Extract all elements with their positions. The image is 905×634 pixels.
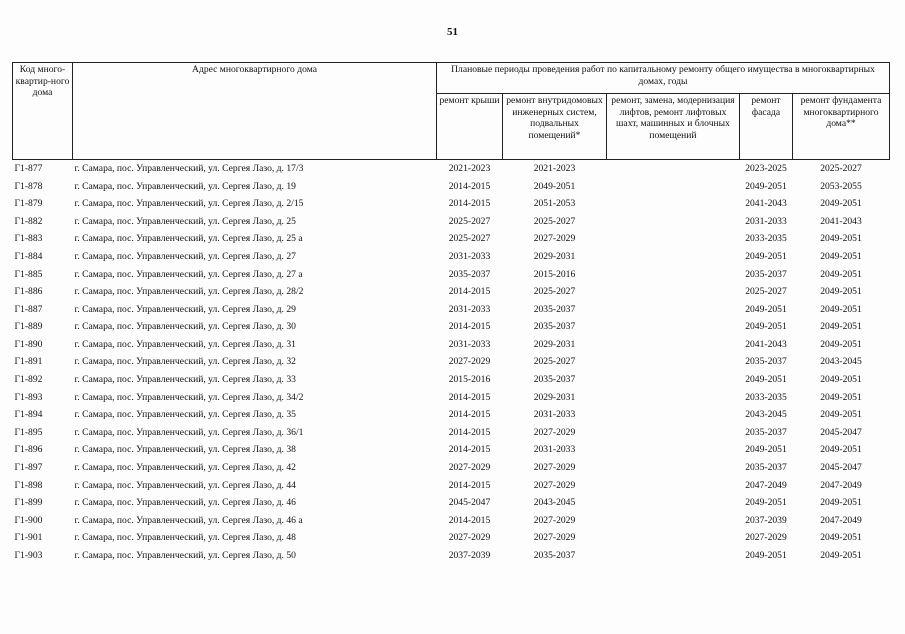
cell-facade: 2033-2035 <box>745 391 787 403</box>
cell-facade: 2035-2037 <box>745 462 787 474</box>
cell-lifts <box>607 336 740 354</box>
cell-lifts <box>607 406 740 424</box>
cell-address: г. Самара, пос. Управленческий, ул. Сергея Лазо, д. 33 <box>74 374 296 386</box>
cell-foundation: 2049-2051 <box>820 532 862 544</box>
cell-address: г. Самара, пос. Управленческий, ул. Сергея Лазо, д. 31 <box>74 338 296 350</box>
cell-foundation: 2025-2027 <box>820 162 862 174</box>
cell-lifts <box>607 424 740 442</box>
cell-engineering: 2049-2051 <box>533 180 576 192</box>
cell-engineering: 2031-2033 <box>533 444 576 456</box>
table-row <box>13 283 890 301</box>
cell-code: Г1-892 <box>14 374 43 386</box>
cell-roof: 2027-2029 <box>448 532 491 544</box>
cell-roof: 2031-2033 <box>448 303 491 315</box>
cell-lifts <box>607 283 740 301</box>
cell-foundation: 2047-2049 <box>820 514 862 526</box>
cell-roof: 2027-2029 <box>448 462 491 474</box>
cell-engineering: 2035-2037 <box>533 303 576 315</box>
cell-code: Г1-901 <box>14 532 43 544</box>
cell-lifts <box>607 512 740 530</box>
cell-address: г. Самара, пос. Управленческий, ул. Сергея Лазо, д. 42 <box>74 462 296 474</box>
cell-facade: 2025-2027 <box>745 286 787 298</box>
cell-address: г. Самара, пос. Управленческий, ул. Сергея Лазо, д. 27 а <box>74 268 303 280</box>
cell-facade: 2035-2037 <box>745 426 787 438</box>
cell-code: Г1-893 <box>14 391 43 403</box>
cell-address: г. Самара, пос. Управленческий, ул. Сергея Лазо, д. 36/1 <box>74 426 304 438</box>
table-row <box>13 213 890 231</box>
cell-roof: 2014-2015 <box>448 409 491 421</box>
cell-code: Г1-890 <box>14 338 43 350</box>
cell-engineering: 2025-2027 <box>533 356 576 368</box>
cell-foundation: 2049-2051 <box>820 286 862 298</box>
capital-repair-schedule-table <box>12 62 890 565</box>
table-row <box>13 389 890 407</box>
cell-address: г. Самара, пос. Управленческий, ул. Сергея Лазо, д. 2/15 <box>74 198 304 210</box>
cell-address: г. Самара, пос. Управленческий, ул. Сергея Лазо, д. 25 <box>74 215 296 227</box>
cell-facade: 2049-2051 <box>745 550 787 561</box>
cell-code: Г1-891 <box>14 356 43 368</box>
cell-foundation: 2041-2043 <box>820 215 862 227</box>
cell-engineering: 2025-2027 <box>533 215 576 227</box>
cell-facade: 2031-2033 <box>745 215 787 227</box>
header-code: Код много-квартир-ного дома <box>13 63 73 160</box>
cell-code: Г1-894 <box>14 409 43 421</box>
header-planned-periods: Плановые периоды проведения работ по капитальному ремонту общего имущества в многоквартирных домах, годы <box>437 63 890 94</box>
cell-code: Г1-882 <box>14 215 43 227</box>
cell-lifts <box>607 494 740 512</box>
table-row <box>13 336 890 354</box>
cell-address: г. Самара, пос. Управленческий, ул. Сергея Лазо, д. 19 <box>74 180 296 192</box>
cell-address: г. Самара, пос. Управленческий, ул. Сергея Лазо, д. 48 <box>74 532 296 544</box>
cell-facade: 2041-2043 <box>745 338 787 350</box>
cell-lifts <box>607 459 740 477</box>
cell-roof: 2031-2033 <box>448 250 491 262</box>
cell-code: Г1-900 <box>14 514 43 526</box>
cell-roof: 2014-2015 <box>448 479 491 491</box>
cell-code: Г1-887 <box>14 303 43 315</box>
cell-engineering: 2035-2037 <box>533 550 576 561</box>
cell-facade: 2027-2029 <box>745 532 787 544</box>
header-roof: ремонт крыши <box>437 94 503 160</box>
cell-engineering: 2027-2029 <box>533 462 576 474</box>
table-body <box>13 160 890 565</box>
cell-roof: 2025-2027 <box>448 233 491 245</box>
cell-foundation: 2043-2045 <box>820 356 862 368</box>
cell-address: г. Самара, пос. Управленческий, ул. Сергея Лазо, д. 50 <box>74 550 296 561</box>
header-address: Адрес многоквартирного дома <box>73 63 437 160</box>
cell-facade: 2047-2049 <box>745 479 787 491</box>
cell-lifts <box>607 442 740 460</box>
table-row <box>13 266 890 284</box>
cell-foundation: 2049-2051 <box>820 268 862 280</box>
cell-engineering: 2027-2029 <box>533 233 576 245</box>
page-number: 51 <box>447 26 458 38</box>
table-row <box>13 301 890 319</box>
cell-roof: 2031-2033 <box>448 338 491 350</box>
cell-address: г. Самара, пос. Управленческий, ул. Сергея Лазо, д. 46 а <box>74 514 303 526</box>
table-row <box>13 512 890 530</box>
cell-facade: 2041-2043 <box>745 198 787 210</box>
cell-facade: 2035-2037 <box>745 268 787 280</box>
table-row <box>13 230 890 248</box>
cell-roof: 2027-2029 <box>448 356 491 368</box>
cell-code: Г1-896 <box>14 444 43 456</box>
cell-engineering: 2015-2016 <box>533 268 576 280</box>
cell-code: Г1-878 <box>14 180 43 192</box>
table-row <box>13 406 890 424</box>
cell-lifts <box>607 529 740 547</box>
table-row <box>13 477 890 495</box>
cell-engineering: 2029-2031 <box>533 250 576 262</box>
cell-address: г. Самара, пос. Управленческий, ул. Сергея Лазо, д. 25 а <box>74 233 303 245</box>
cell-code: Г1-879 <box>14 198 43 210</box>
cell-lifts <box>607 160 740 178</box>
cell-address: г. Самара, пос. Управленческий, ул. Сергея Лазо, д. 34/2 <box>74 391 304 403</box>
cell-roof: 2014-2015 <box>448 444 491 456</box>
cell-foundation: 2053-2055 <box>820 180 862 192</box>
cell-lifts <box>607 195 740 213</box>
cell-code: Г1-877 <box>14 162 43 174</box>
cell-roof: 2014-2015 <box>448 514 491 526</box>
table-row <box>13 178 890 196</box>
cell-roof: 2025-2027 <box>448 215 491 227</box>
cell-roof: 2015-2016 <box>448 374 491 386</box>
cell-code: Г1-895 <box>14 426 43 438</box>
cell-roof: 2014-2015 <box>448 426 491 438</box>
cell-lifts <box>607 477 740 495</box>
cell-code: Г1-903 <box>14 550 43 561</box>
cell-address: г. Самара, пос. Управленческий, ул. Сергея Лазо, д. 44 <box>74 479 296 491</box>
cell-roof: 2014-2015 <box>448 286 491 298</box>
cell-lifts <box>607 230 740 248</box>
header-foundation: ремонт фундамента многоквартирного дома** <box>793 94 890 160</box>
cell-engineering: 2029-2031 <box>533 391 576 403</box>
cell-lifts <box>607 354 740 372</box>
cell-address: г. Самара, пос. Управленческий, ул. Сергея Лазо, д. 30 <box>74 321 296 333</box>
cell-engineering: 2031-2033 <box>533 409 576 421</box>
cell-foundation: 2049-2051 <box>820 550 862 561</box>
table-row <box>13 529 890 547</box>
cell-facade: 2049-2051 <box>745 303 787 315</box>
cell-lifts <box>607 178 740 196</box>
cell-foundation: 2047-2049 <box>820 479 862 491</box>
cell-lifts <box>607 371 740 389</box>
cell-facade: 2035-2037 <box>745 356 787 368</box>
cell-engineering: 2051-2053 <box>533 198 576 210</box>
cell-foundation: 2049-2051 <box>820 321 862 333</box>
cell-foundation: 2049-2051 <box>820 338 862 350</box>
cell-foundation: 2049-2051 <box>820 303 862 315</box>
cell-lifts <box>607 213 740 231</box>
cell-address: г. Самара, пос. Управленческий, ул. Сергея Лазо, д. 35 <box>74 409 296 421</box>
cell-roof: 2014-2015 <box>448 198 491 210</box>
table-row <box>13 354 890 372</box>
cell-engineering: 2027-2029 <box>533 514 576 526</box>
cell-code: Г1-897 <box>14 462 43 474</box>
cell-code: Г1-884 <box>14 250 43 262</box>
header-facade: ремонт фасада <box>740 94 793 160</box>
cell-facade: 2037-2039 <box>745 514 787 526</box>
cell-foundation: 2049-2051 <box>820 444 862 456</box>
cell-engineering: 2035-2037 <box>533 374 576 386</box>
cell-facade: 2049-2051 <box>745 374 787 386</box>
table-row <box>13 318 890 336</box>
cell-address: г. Самара, пос. Управленческий, ул. Сергея Лазо, д. 29 <box>74 303 296 315</box>
cell-foundation: 2049-2051 <box>820 250 862 262</box>
header-lifts: ремонт, замена, модернизация лифтов, ремонт лифтовых шахт, машинных и блочных помещений <box>607 94 740 160</box>
cell-lifts <box>607 547 740 565</box>
cell-engineering: 2027-2029 <box>533 532 576 544</box>
cell-facade: 2023-2025 <box>745 162 787 174</box>
cell-lifts <box>607 318 740 336</box>
cell-roof: 2035-2037 <box>448 268 491 280</box>
cell-roof: 2014-2015 <box>448 391 491 403</box>
cell-facade: 2049-2051 <box>745 250 787 262</box>
cell-address: г. Самара, пос. Управленческий, ул. Сергея Лазо, д. 38 <box>74 444 296 456</box>
cell-lifts <box>607 248 740 266</box>
header-engineering: ремонт внутридомовых инженерных систем, подвальных помещений* <box>503 94 607 160</box>
cell-roof: 2021-2023 <box>448 162 491 174</box>
cell-roof: 2037-2039 <box>448 550 491 561</box>
header-row-top <box>13 63 890 94</box>
table-row <box>13 494 890 512</box>
table-row <box>13 248 890 266</box>
cell-foundation: 2049-2051 <box>820 198 862 210</box>
cell-code: Г1-885 <box>14 268 43 280</box>
cell-foundation: 2049-2051 <box>820 409 862 421</box>
cell-address: г. Самара, пос. Управленческий, ул. Сергея Лазо, д. 32 <box>74 356 296 368</box>
cell-engineering: 2027-2029 <box>533 479 576 491</box>
cell-engineering: 2021-2023 <box>533 162 576 174</box>
cell-code: Г1-898 <box>14 479 43 491</box>
cell-lifts <box>607 301 740 319</box>
cell-engineering: 2043-2045 <box>533 497 576 509</box>
cell-roof: 2045-2047 <box>448 497 491 509</box>
cell-foundation: 2049-2051 <box>820 391 862 403</box>
cell-engineering: 2025-2027 <box>533 286 576 298</box>
cell-facade: 2043-2045 <box>745 409 787 421</box>
cell-engineering: 2027-2029 <box>533 426 576 438</box>
cell-foundation: 2049-2051 <box>820 497 862 509</box>
table-row <box>13 424 890 442</box>
table-row <box>13 547 890 565</box>
cell-facade: 2049-2051 <box>745 444 787 456</box>
cell-foundation: 2045-2047 <box>820 426 862 438</box>
table-row <box>13 442 890 460</box>
cell-engineering: 2029-2031 <box>533 338 576 350</box>
cell-engineering: 2035-2037 <box>533 321 576 333</box>
cell-facade: 2049-2051 <box>745 180 787 192</box>
cell-address: г. Самара, пос. Управленческий, ул. Сергея Лазо, д. 27 <box>74 250 296 262</box>
cell-foundation: 2049-2051 <box>820 233 862 245</box>
cell-facade: 2049-2051 <box>745 321 787 333</box>
cell-facade: 2049-2051 <box>745 497 787 509</box>
cell-foundation: 2049-2051 <box>820 374 862 386</box>
cell-code: Г1-889 <box>14 321 43 333</box>
cell-code: Г1-886 <box>14 286 43 298</box>
cell-lifts <box>607 266 740 284</box>
table-row <box>13 195 890 213</box>
cell-roof: 2014-2015 <box>448 180 491 192</box>
cell-address: г. Самара, пос. Управленческий, ул. Сергея Лазо, д. 17/3 <box>74 162 304 174</box>
cell-code: Г1-883 <box>14 233 43 245</box>
cell-facade: 2033-2035 <box>745 233 787 245</box>
cell-address: г. Самара, пос. Управленческий, ул. Сергея Лазо, д. 28/2 <box>74 286 304 298</box>
table-row <box>13 459 890 477</box>
cell-lifts <box>607 389 740 407</box>
table-row <box>13 160 890 178</box>
cell-foundation: 2045-2047 <box>820 462 862 474</box>
table-row <box>13 371 890 389</box>
cell-address: г. Самара, пос. Управленческий, ул. Сергея Лазо, д. 46 <box>74 497 296 509</box>
cell-code: Г1-899 <box>14 497 43 509</box>
cell-roof: 2014-2015 <box>448 321 491 333</box>
